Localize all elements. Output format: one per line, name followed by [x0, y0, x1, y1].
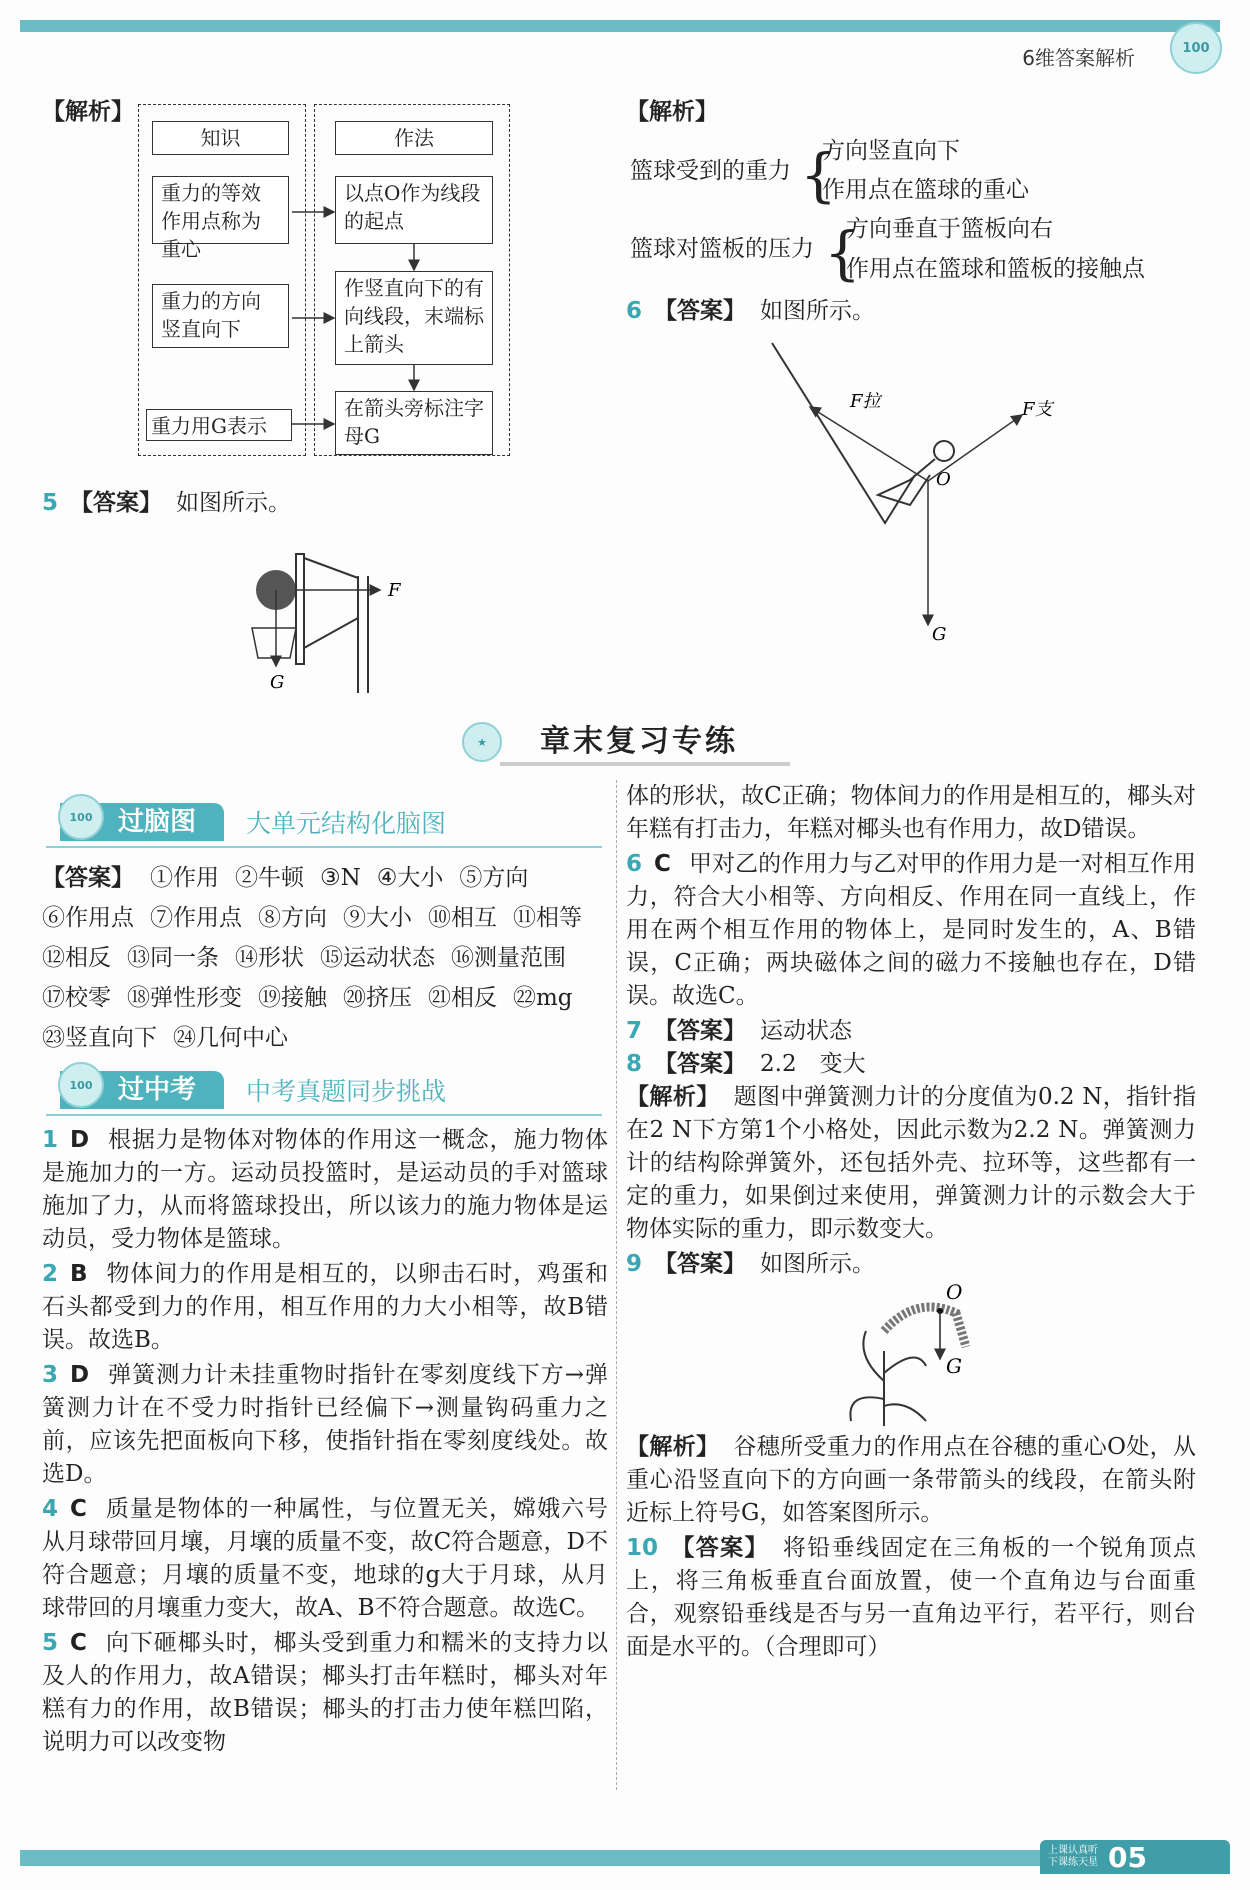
- answer-item: ⑩相互: [428, 905, 497, 931]
- question-5-continued: 体的形状，故C正确；物体间力的作用是相互的，椰头对年糕有打击力，年糕对椰头也有作用力，故D错误。: [626, 783, 1196, 842]
- q5-answer: [42, 483, 291, 523]
- footer-slogan-1: 上课认真听: [1048, 1845, 1098, 1856]
- section-title: 章末复习专练: [540, 724, 738, 759]
- explanation: 向下砸椰头时，椰头受到重力和糯米的支持力以及人的作用力，故A错误；椰头打击年糕时，椰头对年糕有力的作用，故B错误；椰头的打击力使年糕凹陷，说明力可以改变物: [42, 1630, 608, 1755]
- brace1-item1: 方向竖直向下: [822, 138, 960, 164]
- choice: B: [70, 1261, 88, 1287]
- analysis-tag: 【解析】: [626, 1434, 720, 1460]
- answer-tag: 【答案】: [654, 1018, 747, 1044]
- flow-knowledge-title: 知识: [152, 121, 289, 155]
- label-G: G: [932, 624, 947, 645]
- answer-item: ③N: [320, 865, 361, 891]
- answer-tag: 【答案】: [670, 1535, 769, 1561]
- answer-item: ⑰校零: [42, 985, 111, 1011]
- q6-text: 如图所示。: [760, 298, 876, 324]
- question-9-analysis: [626, 1431, 1196, 1530]
- label-O: O: [936, 469, 951, 490]
- mascot-icon: 100: [1170, 22, 1222, 74]
- answer-item: ⑤方向: [459, 865, 529, 891]
- answer-item: ㉑相反: [428, 985, 497, 1011]
- question-number: 1: [42, 1127, 59, 1153]
- question-7: [626, 1015, 1196, 1048]
- flow-arrows: [0, 0, 620, 470]
- brain-banner: [60, 800, 446, 844]
- q6-number: 6: [626, 298, 643, 324]
- analysis-text: 题图中弹簧测力计的分度值为0.2 N，指针指在2 N下方第1个小格处，因此示数为2.2 N。弹簧测力计的结构除弹簧外，还包括外壳、拉环等，这些都有一定的重力，如果倒过来使用，弹簧测力计的示数会大于物体实际的重力，即示数变大。: [626, 1084, 1197, 1242]
- q6-answer: [626, 291, 875, 331]
- label-G: G: [270, 672, 285, 693]
- answer-item: ㉒mg: [513, 985, 573, 1011]
- footer-badge: [1040, 1840, 1230, 1874]
- label-G: G: [946, 1354, 962, 1378]
- footer-slogan-2: 下课练天星: [1048, 1857, 1098, 1868]
- explanation: 质量是物体的一种属性，与位置无关，嫦娥六号从月球带回月壤，月壤的质量不变，故C符合题意，D不符合题意；月壤的质量不变，地球的g大于月球，从月球带回的月壤重力变大，故A、B不符合题意。故选C。: [42, 1496, 608, 1621]
- answer-item: ①作用: [150, 865, 219, 891]
- brace2-icon: {: [824, 219, 861, 287]
- flow-knowledge-3: 重力用G表示: [146, 409, 292, 441]
- choice: D: [70, 1127, 90, 1153]
- question-number: 8: [626, 1051, 643, 1077]
- brain-answers: [42, 858, 608, 1058]
- mascot-icon: 100: [58, 794, 104, 840]
- flow-method-1: 以点O作为线段的起点: [335, 176, 493, 244]
- answer-item: ⑮运动状态: [320, 945, 435, 971]
- header-title: 6维答案解析: [1022, 46, 1135, 70]
- answer-item: ⑪相等: [513, 905, 582, 931]
- answer-item: ②牛顿: [235, 865, 304, 891]
- answer-item: ⑭形状: [235, 945, 304, 971]
- plant-figure: [626, 1281, 1196, 1431]
- title-underline: [500, 762, 790, 766]
- answer-item: ⑥作用点: [42, 905, 134, 931]
- explanation: 甲对乙的作用力与乙对甲的作用力是一对相互作用力，符合大小相等、方向相反、作用在同一直线上，作用在两个相互作用的物体上，是同时发生的，A、B错误，C正确；两块磁体之间的磁力不接触也存在，D错误。故选C。: [626, 851, 1196, 1009]
- answer-row: [42, 978, 608, 1018]
- flow-method-title: 作法: [335, 121, 493, 155]
- label-F-pull: F拉: [850, 391, 881, 412]
- answer-row: [42, 938, 608, 978]
- explanation: 物体间力的作用是相互的，以卵击石时，鸡蛋和石头都受到力的作用，相互作用的力大小相等，故B错误。故选B。: [42, 1261, 608, 1353]
- brace2-subject: 篮球对篮板的压力: [630, 236, 814, 262]
- question-4: [42, 1493, 608, 1625]
- flow-knowledge-1: 重力的等效作用点称为重心: [152, 176, 289, 244]
- question-number: 10: [626, 1535, 659, 1561]
- brace2-item2: 作用点在篮球和篮板的接触点: [846, 256, 1145, 282]
- brace2-item1: 方向垂直于篮板向右: [846, 216, 1053, 242]
- question-2: [42, 1258, 608, 1357]
- explanation: 根据力是物体对物体的作用这一概念，施力物体是施加力的一方。运动员投篮时，是运动员的手对篮球施加了力，从而将篮球投出，所以该力的施力物体是运动员，受力物体是篮球。: [42, 1127, 608, 1252]
- question-8-analysis: [626, 1081, 1196, 1246]
- answer-text: 运动状态: [760, 1018, 853, 1044]
- q5-text: 如图所示。: [176, 490, 292, 516]
- answer-item: ⑧方向: [258, 905, 327, 931]
- answer-item: ⑯测量范围: [451, 945, 566, 971]
- answer-tag: 【答案】: [654, 1051, 747, 1077]
- answer-item: ㉔几何中心: [173, 1025, 288, 1051]
- answer-item: ⑬同一条: [127, 945, 219, 971]
- exam-head: 过中考: [60, 1071, 224, 1109]
- brain-head: 过脑图: [60, 803, 224, 841]
- choice: D: [70, 1362, 90, 1388]
- brace1-icon: {: [800, 141, 837, 209]
- climber-figure: [760, 335, 1060, 650]
- flow-method-3: 在箭头旁标注字母G: [335, 391, 493, 455]
- brain-sub: 大单元结构化脑图: [246, 809, 447, 838]
- answer-item: ⑱弹性形变: [127, 985, 242, 1011]
- answer-tag: 【答案】: [654, 1251, 747, 1277]
- choice: C: [70, 1496, 87, 1522]
- question-number: 9: [626, 1251, 643, 1277]
- question-number: 5: [42, 1630, 59, 1656]
- answer-item: ⑦作用点: [150, 905, 242, 931]
- star-icon: ★: [462, 722, 502, 762]
- answer-tag: 【答案】: [42, 865, 134, 891]
- question-9: [626, 1248, 1196, 1281]
- question-number: 6: [626, 851, 643, 877]
- answer-row: [42, 1018, 608, 1058]
- answer-row: [42, 858, 608, 898]
- question-10: [626, 1532, 1196, 1664]
- brace1-item2: 作用点在篮球的重心: [822, 177, 1029, 203]
- question-number: 3: [42, 1362, 59, 1388]
- question-6: [626, 848, 1196, 1013]
- exam-right-column: [626, 780, 1196, 1664]
- question-number: 2: [42, 1261, 59, 1287]
- answer-row: [42, 898, 608, 938]
- answer-tag: 【答案】: [70, 490, 163, 516]
- analysis-label-right: 【解析】: [626, 99, 718, 125]
- answer-item: ⑲接触: [258, 985, 327, 1011]
- banner-line: [46, 846, 602, 848]
- answer-text: 将铅垂线固定在三角板的一个锐角顶点上，将三角板垂直台面放置，使一个直角边与台面重合，观察铅垂线是否与另一直角边平行，若平行，则台面是水平的。（合理即可）: [626, 1535, 1197, 1660]
- page-number: 05: [1108, 1840, 1147, 1874]
- exam-left-column: [42, 1124, 608, 1759]
- answer-item: ⑫相反: [42, 945, 111, 971]
- answer-text: 2.2 变大: [760, 1051, 866, 1077]
- question-3: [42, 1359, 608, 1491]
- banner-line: [46, 1114, 602, 1116]
- question-1: [42, 1124, 608, 1256]
- answer-item: ⑨大小: [343, 905, 412, 931]
- question-number: 4: [42, 1496, 59, 1522]
- question-number: 7: [626, 1018, 643, 1044]
- answer-item: ④大小: [376, 865, 444, 891]
- answer-item: ⑳挤压: [343, 985, 412, 1011]
- label-F: F: [388, 580, 401, 601]
- exam-banner: [60, 1068, 446, 1112]
- analysis-label: 【解析】: [42, 99, 134, 125]
- flow-knowledge-2: 重力的方向竖直向下: [152, 284, 289, 348]
- bottom-bar: [20, 1850, 1040, 1866]
- column-divider: [616, 780, 617, 1790]
- label-O: O: [946, 1281, 963, 1304]
- exam-sub: 中考真题同步挑战: [246, 1077, 447, 1106]
- analysis-tag: 【解析】: [626, 1084, 720, 1110]
- q5-number: 5: [42, 490, 59, 516]
- choice: C: [70, 1630, 87, 1656]
- mascot-icon: 100: [58, 1062, 104, 1108]
- question-5: [42, 1627, 608, 1759]
- label-F-support: F支: [1022, 399, 1053, 420]
- answer-item: ㉓竖直向下: [42, 1025, 157, 1051]
- flow-method-2: 作竖直向下的有向线段，末端标上箭头: [335, 271, 493, 365]
- answer-tag: 【答案】: [654, 298, 747, 324]
- brace1-subject: 篮球受到的重力: [630, 158, 791, 184]
- basketball-figure: [240, 548, 430, 698]
- analysis-text: 谷穗所受重力的作用点在谷穗的重心O处，从重心沿竖直向下的方向画一条带箭头的线段，在箭头附近标上符号G，如答案图所示。: [626, 1434, 1197, 1526]
- answer-text: 如图所示。: [760, 1251, 876, 1277]
- question-8: [626, 1048, 1196, 1081]
- explanation: 弹簧测力计未挂重物时指针在零刻度线下方→弹簧测力计在不受力时指针已经偏下→测量钩码重力之前，应该先把面板向下移，使指针指在零刻度线处。故选D。: [42, 1362, 608, 1487]
- choice: C: [654, 851, 671, 877]
